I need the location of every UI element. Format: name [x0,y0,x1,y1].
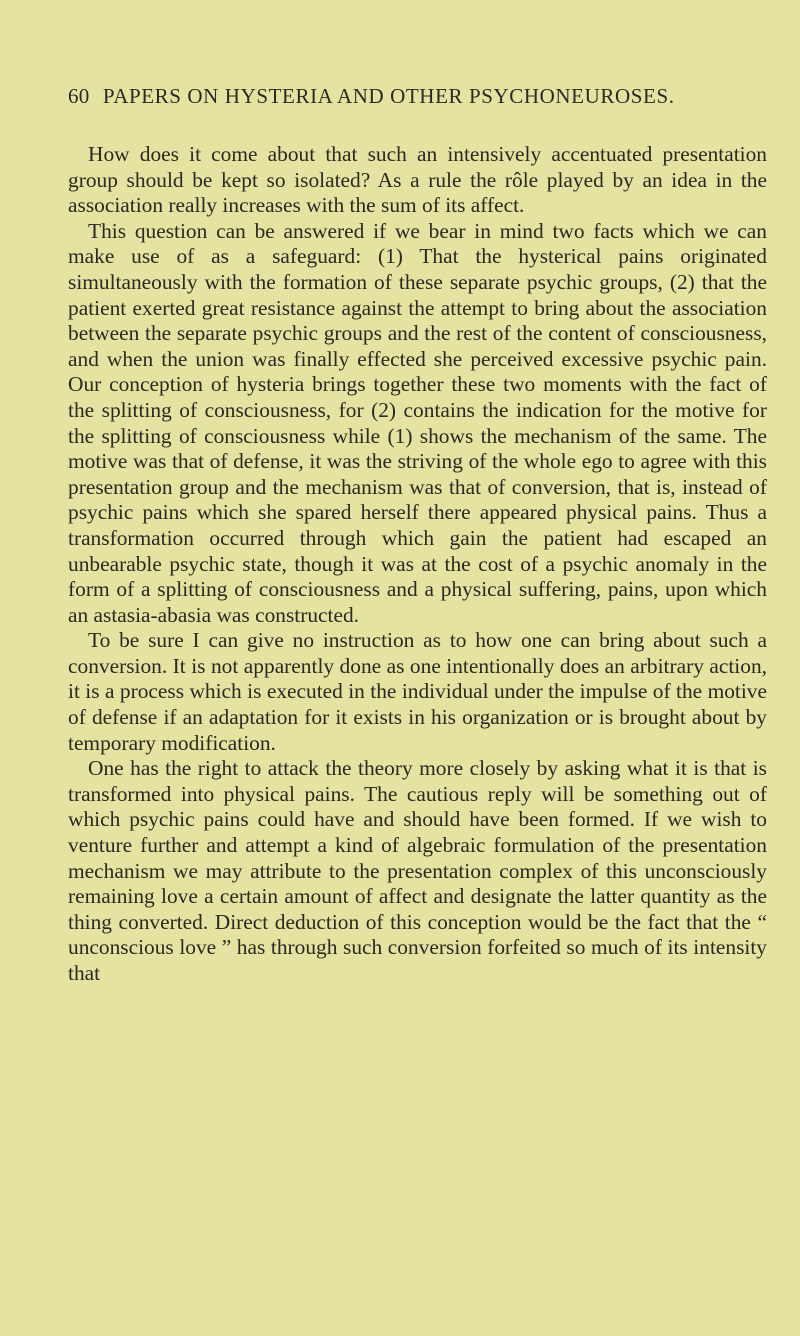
body-text [68,142,767,987]
paragraph: One has the right to attack the theory more closely by asking what it is that is transformed into physical pains. The cautious reply will be something out of which psychic pains could have and should have been formed. If we wish to venture further and attempt a kind of algebraic formulation of the presentation mechanism we may attribute to the presentation complex of this unconsciously remaining love a certain amount of affect and designate the latter quantity as the thing converted. Direct deduction of this conception would be the fact that the “ unconscious love ” has through such conversion forfeited so much of its intensity that [68,756,767,985]
page-number: 60 [68,84,90,108]
paragraph: How does it come about that such an intensively accentuated presentation group should be kept so isolated? As a rule the rôle played by an idea in the association really increases with the sum of its affect. [68,142,767,218]
running-head [68,84,768,109]
paragraph: This question can be answered if we bear in mind two facts which we can make use of as a safeguard: (1) That the hysterical pains originated simultaneously with the formation of these separate psychic groups, (2) that the patient exerted great resistance against the attempt to bring about the association between the separate psychic groups and the rest of the content of consciousness, and when the union was finally effected she perceived excessive psychic pain. Our conception of hysteria brings together these two moments with the fact of the splitting of consciousness, for (2) contains the indication for the motive for the splitting of consciousness while (1) shows the mechanism of the same. The motive was that of defense, it was the striving of the whole ego to agree with this presentation group and the mechanism was that of conversion, that is, instead of psychic pains which she spared herself there appeared physical pains. Thus a transformation occurred through which gain the patient had escaped an unbearable psychic state, though it was at the cost of a psychic anomaly in the form of a splitting of consciousness and a physical suffering, pains, upon which an astasia-abasia was constructed. [68,218,767,627]
running-title: PAPERS ON HYSTERIA AND OTHER PSYCHONEUROSES. [102,84,675,108]
paragraph: To be sure I can give no instruction as to how one can bring about such a conversion. It is not apparently done as one intentionally does an arbitrary action, it is a process which is executed in the individual under the impulse of the motive of defense if an adaptation for it exists in his organization or is brought about by temporary modification. [68,628,767,755]
